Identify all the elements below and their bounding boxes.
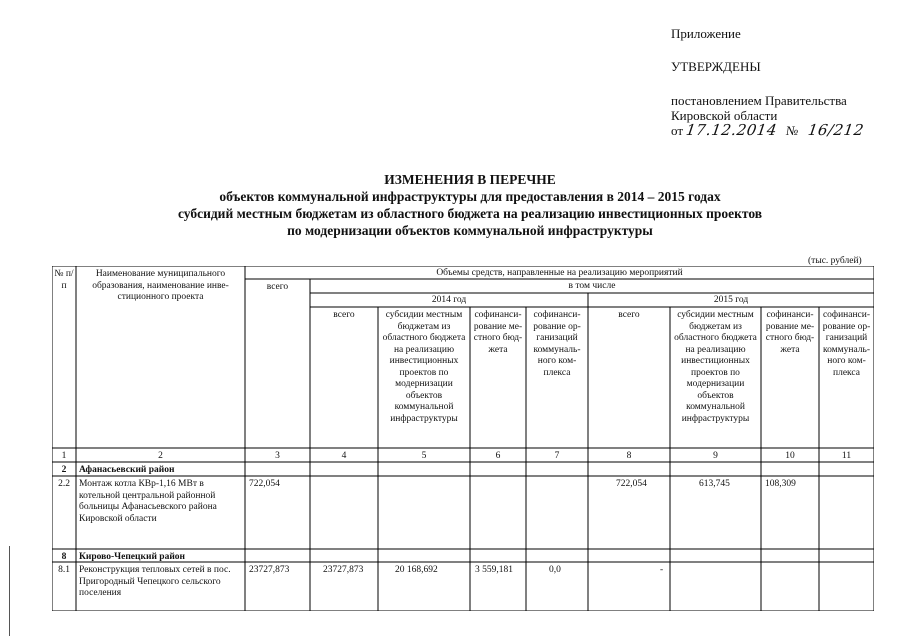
- col-number-5: 5: [421, 451, 427, 461]
- row-2014-subsidy: 20 168,692: [395, 565, 438, 575]
- header-2014-subsidy: субсидии местным бюджетам из областного бюджета на реализацию инвестиционных проектов по модернизации объектов коммунальной инфраструктуры: [382, 310, 466, 424]
- resolution-line-2: Кировской области: [671, 108, 778, 123]
- date-prefix: от: [671, 123, 684, 138]
- row-2015-subsidy: 613,745: [699, 479, 730, 489]
- number-prefix: №: [785, 123, 800, 138]
- header-num: № п/п: [54, 269, 74, 291]
- header-total: всего: [266, 282, 289, 292]
- header-2014-cofin-org: софинанси-рование ор-ганизаций коммуналь-ного ком-плекса: [533, 310, 581, 378]
- scan-margin-line: [9, 546, 10, 636]
- header-name: Наименование муниципального образования, наименование инве-стиционного проекта: [92, 269, 229, 302]
- header-2015-cofin-org: софинанси-рование ор-ганизаций коммуналь-ного ком-плекса: [822, 310, 871, 378]
- col-number-6: 6: [495, 451, 501, 461]
- header-year-2014: 2014 год: [431, 295, 467, 305]
- approved-label: УТВЕРЖДЕНЫ: [671, 59, 761, 74]
- col-number-7: 7: [554, 451, 560, 461]
- header-including: в том числе: [568, 281, 616, 291]
- col-number-1: 1: [61, 451, 67, 461]
- handwritten-date: 17.12.2014: [685, 121, 779, 139]
- resolution-line-1: постановлением Правительства: [671, 93, 847, 108]
- row-num: 2.2: [58, 479, 70, 489]
- col-number-8: 8: [626, 451, 632, 461]
- col-number-10: 10: [785, 451, 795, 461]
- document-subtitle-2: субсидий местным бюджетам из областного бюджета на реализацию инвестиционных проектов: [177, 206, 763, 221]
- header-2014-cofin-mun: софинанси-рование ме-стного бюд-жета: [473, 310, 523, 355]
- header-2015-cofin-mun: софинанси-рование ме-стного бюд-жета: [765, 310, 815, 355]
- objects-table: [52, 266, 874, 611]
- section-num: 8: [61, 552, 67, 562]
- row-2014-cofin-mun: 3 559,181: [475, 565, 513, 575]
- row-2015-cofin-mun: 108,309: [765, 479, 796, 489]
- section-name: Кирово-Чепецкий район: [79, 552, 186, 562]
- section-num: 2: [61, 465, 67, 475]
- col-number-2: 2: [158, 451, 163, 461]
- header-volumes: Объемы средств, направленные на реализацию мероприятий: [436, 268, 683, 278]
- row-num: 8.1: [58, 565, 70, 575]
- row-project-name: Монтаж котла КВр-1,16 МВт в котельной центральной районной больницы Афанасьевского района Кировской области: [79, 479, 217, 524]
- header-2015-subsidy: субсидии местным бюджетам из областного бюджета на реализацию инвестиционных проектов по модернизации объектов коммунальной инфраструктуры: [674, 310, 757, 424]
- col-number-11: 11: [841, 451, 852, 461]
- document-subtitle-3: по модернизации объектов коммунальной инфраструктуры: [287, 223, 653, 238]
- units-label: (тыс. рублей): [808, 256, 862, 266]
- handwritten-number: 16/212: [806, 121, 866, 139]
- document-subtitle-1: объектов коммунальной инфраструктуры для предоставления в 2014 – 2015 годах: [219, 189, 721, 204]
- col-number-3: 3: [275, 451, 280, 461]
- appendix-label: Приложение: [671, 26, 741, 41]
- col-number-4: 4: [341, 451, 347, 461]
- col-number-9: 9: [713, 451, 718, 461]
- header-2014-total: всего: [333, 310, 355, 320]
- header-year-2015: 2015 год: [713, 295, 749, 305]
- document-title: ИЗМЕНЕНИЯ В ПЕРЕЧНЕ: [384, 172, 556, 187]
- row-total: 23727,873: [249, 565, 290, 575]
- row-2014-cofin-org: 0,0: [549, 565, 561, 575]
- header-2015-total: всего: [618, 310, 640, 320]
- section-name: Афанасьевский район: [79, 465, 175, 475]
- approval-block: [671, 26, 901, 138]
- row-2015-total: 722,054: [616, 479, 647, 489]
- row-project-name: Реконструкция тепловых сетей в пос. Пригородный Чепецкого сельского поселения: [79, 565, 231, 598]
- row-2014-total: 23727,873: [323, 565, 364, 575]
- resolution-date-line: [671, 123, 901, 138]
- row-total: 722,054: [249, 479, 280, 489]
- row-2015-total: -: [660, 565, 664, 575]
